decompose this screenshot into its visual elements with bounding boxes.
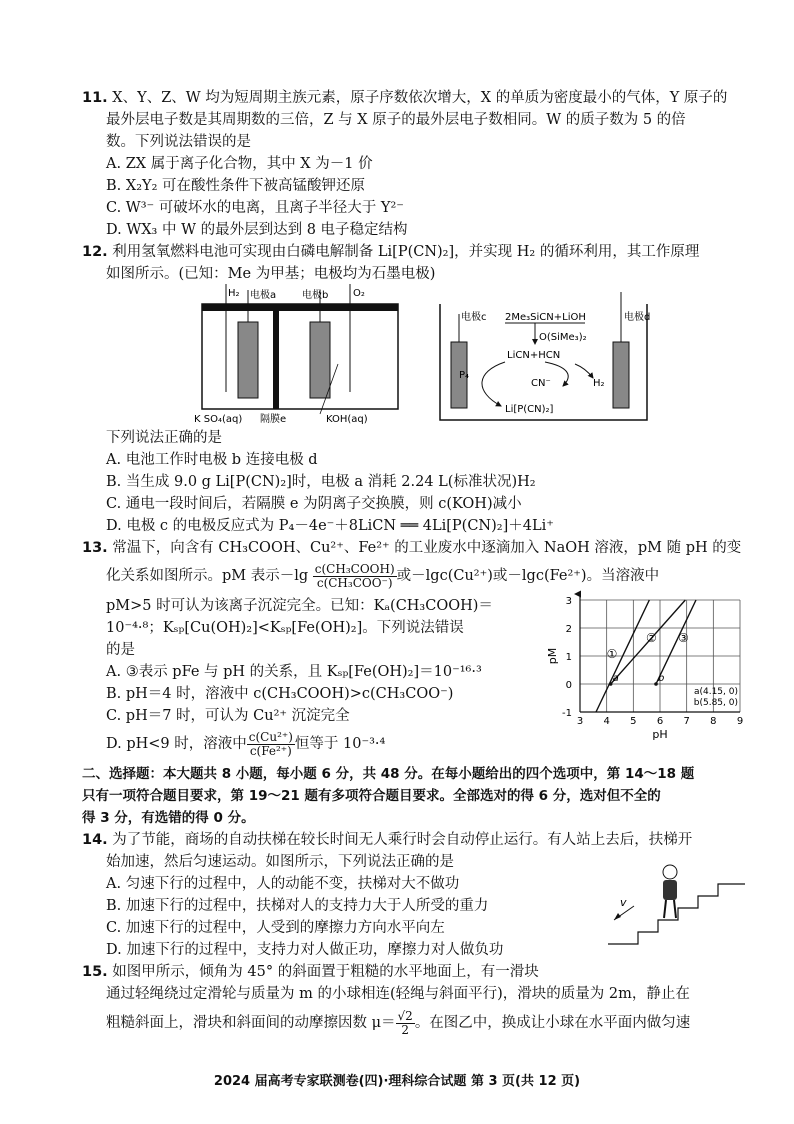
label-membrane: 隔膜e — [260, 414, 287, 425]
page-footer: 2024 届高考专家联测卷(四)·理科综合试题 第 3 页(共 12 页) — [213, 1074, 581, 1089]
person-leg-left — [664, 900, 666, 918]
x-tick-label: 4 — [603, 716, 610, 727]
q11-stem-line2: 最外层电子数是其周期数的三倍，Z 与 X 原子的最外层电子数相同。W 的质子数为 5 的倍 — [106, 112, 686, 128]
q14-stem-line1: 14. 为了节能，商场的自动扶梯在较长时间无人乘行时会自动停止运行。有人站上去后，扶梯开 — [82, 832, 693, 848]
y-tick-label: 3 — [565, 596, 572, 607]
velocity-label: v — [620, 896, 627, 909]
label-siloxane: O(SiMe₃)₂ — [539, 332, 587, 343]
label-h2-product: H₂ — [593, 378, 605, 389]
q13-stem-line4: 10⁻⁴·⁸；Kₛₚ[Cu(OH)₂]<Kₛₚ[Fe(OH)₂]。下列说法错误 — [106, 620, 464, 636]
label-electrode-a: 电极a — [250, 290, 277, 301]
q13-stem-line3: pM>5 时可认为该离子沉淀完全。已知：Kₐ(CH₃COOH)＝ — [106, 598, 493, 614]
cell-container — [202, 304, 398, 409]
q12-option-c: C. 通电一段时间后，若隔膜 e 为阴离子交换膜，则 c(KOH)减小 — [106, 496, 522, 512]
chart-ylabel: pM — [546, 647, 559, 665]
x-tick-label: 6 — [656, 716, 664, 727]
label-p4: P₄ — [459, 370, 470, 381]
series-label: ② — [646, 631, 657, 645]
x-tick-label: 9 — [736, 716, 744, 727]
q12-number: 12. — [82, 244, 108, 260]
q14-option-d: D. 加速下行的过程中，支持力对人做正功，摩擦力对人做负功 — [106, 942, 504, 958]
q13-option-d: D. pH<9 时，溶液中 $\frac{\text{c(Cu²⁺)}}{\text{c(Fe²⁺)}}$ 恒等于 10⁻³·⁴ — [106, 729, 386, 758]
q13-stem-line2: 化关系如图所示。pM 表示－lg $\frac{\text{c(CH₃COOH)}}{\text{c(CH₃COO⁻)}}$ 或－lgc(Cu²⁺)或－lgc(Fe²⁺)。当溶液中 — [106, 561, 660, 590]
q15-number: 15. — [82, 964, 108, 980]
cell-lid — [202, 304, 398, 311]
point-annotation: a(4.15, 0) — [693, 687, 738, 697]
point-label: a — [612, 673, 619, 684]
q12-fuel-cell-figure — [190, 282, 410, 427]
series-label: ① — [606, 647, 618, 661]
h2-arrow — [575, 364, 593, 378]
label-licn-hcn: LiCN+HCN — [507, 350, 561, 361]
y-tick-label: -1 — [562, 708, 572, 719]
label-reagent: 2Me₃SiCN+LiOH — [505, 312, 586, 323]
q13-option-d-fraction: $\frac{\text{c(Cu²⁺)}}{\text{c(Fe²⁺)}}$ — [248, 729, 293, 758]
q13-option-b: B. pH＝4 时，溶液中 c(CH₃COOH)>c(CH₃COO⁻) — [106, 686, 454, 702]
q14-option-c: C. 加速下行的过程中，人受到的摩擦力方向水平向左 — [106, 920, 445, 936]
q13-number: 13. — [82, 540, 108, 556]
q14-option-a: A. 匀速下行的过程中，人的动能不变，扶梯对大不做功 — [106, 876, 460, 892]
velocity-arrowhead — [614, 913, 621, 920]
q14-escalator-figure — [600, 862, 750, 948]
label-electrode-d: 电极d — [624, 312, 651, 323]
series-label: ③ — [678, 631, 689, 645]
q12-stem-line1: 12. 利用氢氧燃料电池可实现由白磷电解制备 Li[P(CN)₂]，并实现 H₂ 的循环利用，其工作原理 — [82, 244, 700, 260]
q14-option-b: B. 加速下行的过程中，扶梯对人的支持力大于人所受的重力 — [106, 898, 489, 914]
label-k2so4: K SO₄(aq) — [194, 414, 243, 425]
q11-stem-line1: 11. X、Y、Z、W 均为短周期主族元素，原子序数依次增大，X 的单质为密度最小的气体，Y 原子的 — [82, 90, 728, 106]
label-o2: O₂ — [353, 288, 365, 299]
q12-electrolysis-figure — [435, 282, 655, 427]
chart-annotations — [694, 687, 738, 708]
q11-option-a: A. ZX 属于离子化合物，其中 X 为－1 价 — [106, 156, 373, 172]
q13-option-a: A. ③表示 pFe 与 pH 的关系，且 Kₛₚ[Fe(OH)₂]＝10⁻¹⁶·³ — [106, 664, 482, 680]
q13-stem-line5: 的是 — [106, 642, 135, 658]
q12-stem-line2: 如图所示。(已知：Me 为甲基；电极均为石墨电极) — [106, 266, 436, 282]
person-body — [663, 880, 677, 900]
section2-line3: 得 3 分，有选错的得 0 分。 — [82, 810, 255, 826]
label-cyanide: CN⁻ — [531, 378, 551, 389]
q12-lead: 下列说法正确的是 — [106, 430, 222, 446]
y-tick-label: 2 — [565, 624, 572, 635]
x-tick-label: 7 — [683, 716, 690, 727]
label-product: Li[P(CN)₂] — [505, 404, 554, 415]
q15-stem-line2: 通过轻绳绕过定滑轮与质量为 m 的小球相连(轻绳与斜面平行)，滑块的质量为 2m，静止在 — [106, 986, 690, 1002]
q13-fraction: $\frac{\text{c(CH₃COOH)}}{\text{c(CH₃COO⁻)}}$ — [314, 561, 395, 590]
point-annotation: b(5.85, 0) — [693, 698, 738, 708]
q12-option-a: A. 电池工作时电极 b 连接电极 d — [106, 452, 318, 468]
q15-stem-line3: 粗糙斜面上，滑块和斜面间的动摩擦因数 μ＝ $\frac{√2}{2}$ 。在图乙中，换成让小球在水平面内做匀速 — [106, 1008, 691, 1037]
q12-option-d: D. 电极 c 的电极反应式为 P₄－4e⁻＋8LiCN ══ 4Li[P(CN)₂]＋4Li⁺ — [106, 518, 554, 534]
electrode-d — [613, 342, 629, 408]
y-tick-label: 0 — [565, 680, 572, 691]
q15-stem-line1: 15. 如图甲所示，倾角为 45° 的斜面置于粗糙的水平地面上，有一滑块 — [82, 964, 539, 980]
q13-stem-line1: 13. 常温下，向含有 CH₃COOH、Cu²⁺、Fe²⁺ 的工业废水中逐滴加入 NaOH 溶液，pM 随 pH 的变 — [82, 540, 742, 556]
q14-stem-line2: 始加速，然后匀速运动。如图所示，下列说法正确的是 — [106, 854, 454, 870]
point-label: b — [658, 673, 665, 684]
label-electrode-b: 电极b — [302, 290, 329, 301]
q11-stem-line3: 数。下列说法错误的是 — [106, 134, 251, 150]
label-electrode-c: 电极c — [461, 312, 487, 323]
y-tick-label: 1 — [565, 652, 572, 663]
section2-line1: 二、选择题：本大题共 8 小题，每小题 6 分，共 48 分。在每小题给出的四个选项中，第 14～18 题 — [82, 766, 695, 782]
q11-option-b: B. X₂Y₂ 可在酸性条件下被高锰酸钾还原 — [106, 178, 366, 194]
q15-mu-fraction: $\frac{√2}{2}$ — [397, 1008, 413, 1037]
x-tick-label: 8 — [710, 716, 717, 727]
q11-option-d: D. WX₃ 中 W 的最外层到达到 8 电子稳定结构 — [106, 222, 408, 238]
q11-number: 11. — [82, 90, 108, 106]
series-line — [656, 600, 696, 684]
q13-pm-ph-chart — [540, 590, 750, 740]
section2-line2: 只有一项符合题目要求，第 19～21 题有多项符合题目要求。全部选对的得 6 分，选对但不全的 — [82, 788, 661, 804]
person-leg-right — [674, 900, 676, 918]
q11-option-c: C. W³⁻ 可破坏水的电离，且离子半径大于 Y²⁻ — [106, 200, 404, 216]
q14-number: 14. — [82, 832, 108, 848]
q12-option-b: B. 当生成 9.0 g Li[P(CN)₂]时，电极 a 消耗 2.24 L(标准状况)H₂ — [106, 474, 536, 490]
electrode-b — [310, 322, 330, 398]
label-koh: KOH(aq) — [326, 414, 368, 425]
label-h2: H₂ — [228, 288, 240, 299]
x-tick-label: 3 — [576, 716, 584, 727]
q13-option-c: C. pH＝7 时，可认为 Cu²⁺ 沉淀完全 — [106, 708, 350, 724]
person-head — [663, 865, 677, 879]
cycle-arrow-left — [482, 362, 505, 406]
membrane-e — [273, 304, 279, 409]
chart-xlabel: pH — [652, 728, 668, 740]
x-tick-label: 5 — [630, 716, 637, 727]
electrode-a — [238, 322, 258, 398]
